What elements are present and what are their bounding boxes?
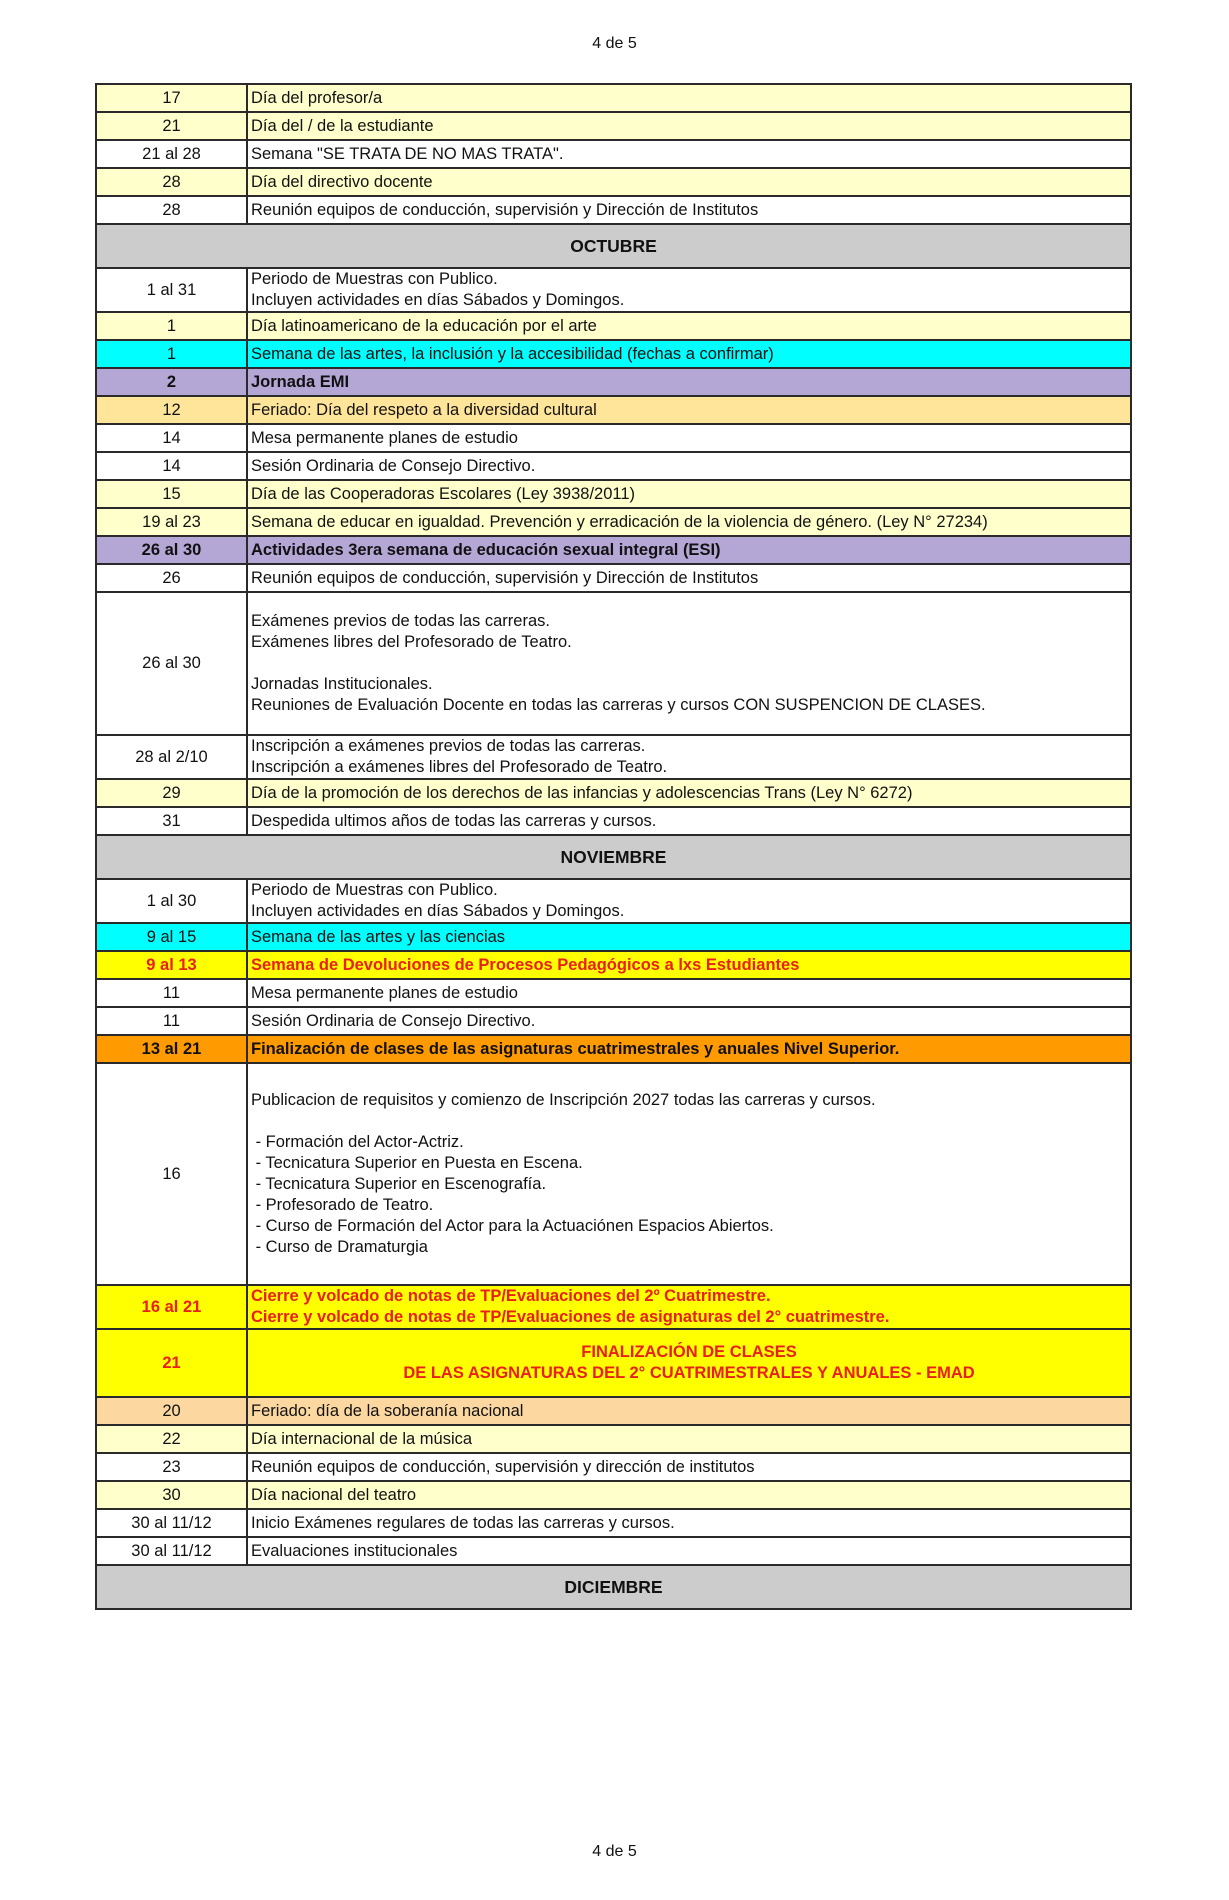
calendar-row — [96, 807, 1131, 835]
event-date: 28 al 2/10 — [96, 735, 247, 779]
event-description — [247, 879, 1131, 923]
calendar-row — [96, 1397, 1131, 1425]
event-description — [247, 1007, 1131, 1035]
event-date: 16 — [96, 1063, 247, 1285]
calendar-row — [96, 1537, 1131, 1565]
calendar-row — [96, 168, 1131, 196]
description-line: FINALIZACIÓN DE CLASES — [581, 1343, 797, 1361]
description-line: Exámenes libres del Profesorado de Teatro. — [251, 633, 572, 651]
event-date: 28 — [96, 168, 247, 196]
event-date: 29 — [96, 779, 247, 807]
calendar-row — [96, 1453, 1131, 1481]
event-date: 19 al 23 — [96, 508, 247, 536]
calendar-row — [96, 1329, 1131, 1397]
event-date: 28 — [96, 196, 247, 224]
event-description — [247, 508, 1131, 536]
description-line: - Profesorado de Teatro. — [251, 1196, 434, 1214]
event-description — [247, 564, 1131, 592]
month-header-row — [96, 835, 1131, 879]
event-date: 9 al 15 — [96, 923, 247, 951]
description-line: - Curso de Formación del Actor para la Actuaciónen Espacios Abiertos. — [251, 1217, 774, 1235]
description-line: Día del directivo docente — [251, 172, 433, 191]
description-line: Día de las Cooperadoras Escolares (Ley 3938/2011) — [251, 484, 636, 503]
event-description — [247, 312, 1131, 340]
event-description — [247, 1425, 1131, 1453]
description-line: Jornadas Institucionales. — [251, 675, 433, 693]
calendar-row — [96, 340, 1131, 368]
description-line: DE LAS ASIGNATURAS DEL 2° CUATRIMESTRALES Y ANUALES - EMAD — [403, 1364, 975, 1382]
description-line: Jornada EMI — [251, 372, 350, 391]
event-description — [247, 424, 1131, 452]
description-line: Actividades 3era semana de educación sexual integral (ESI) — [251, 540, 721, 559]
event-date: 21 — [96, 1329, 247, 1397]
page-indicator-top: 4 de 5 — [592, 35, 637, 52]
event-description — [247, 1329, 1131, 1397]
event-date: 12 — [96, 396, 247, 424]
description-line: - Curso de Dramaturgia — [251, 1238, 428, 1256]
event-date: 14 — [96, 452, 247, 480]
event-description — [247, 112, 1131, 140]
event-date: 21 al 28 — [96, 140, 247, 168]
event-description — [247, 1537, 1131, 1565]
event-date: 17 — [96, 84, 247, 112]
event-date: 1 al 31 — [96, 268, 247, 312]
description-line: Periodo de Muestras con Publico. — [251, 270, 498, 288]
event-description — [247, 340, 1131, 368]
line-gap — [251, 1111, 1127, 1132]
event-description — [247, 807, 1131, 835]
calendar-row — [96, 480, 1131, 508]
description-line: Reuniones de Evaluación Docente en todas las carreras y cursos CON SUSPENCION DE CLASES. — [251, 696, 986, 714]
calendar-row — [96, 452, 1131, 480]
description-line: Despedida ultimos años de todas las carreras y cursos. — [251, 811, 657, 830]
event-description — [247, 84, 1131, 112]
calendar-row — [96, 951, 1131, 979]
event-description — [247, 168, 1131, 196]
calendar-table — [95, 83, 1132, 1610]
event-date: 30 al 11/12 — [96, 1509, 247, 1537]
event-date: 2 — [96, 368, 247, 396]
description-line: Inscripción a exámenes libres del Profesorado de Teatro. — [251, 758, 668, 776]
month-header: NOVIEMBRE — [96, 835, 1131, 879]
event-date: 30 — [96, 1481, 247, 1509]
description-line: Semana "SE TRATA DE NO MAS TRATA". — [251, 144, 564, 163]
calendar-row — [96, 368, 1131, 396]
event-description — [247, 1063, 1131, 1285]
event-description — [247, 196, 1131, 224]
description-line: Semana de educar en igualdad. Prevención y erradicación de la violencia de género. (Ley N° 27234) — [251, 512, 988, 531]
calendar-row — [96, 923, 1131, 951]
event-date: 26 — [96, 564, 247, 592]
event-description — [247, 779, 1131, 807]
month-header: DICIEMBRE — [96, 1565, 1131, 1609]
description-line: Exámenes previos de todas las carreras. — [251, 612, 550, 630]
calendar-row — [96, 1509, 1131, 1537]
event-description — [247, 592, 1131, 735]
event-date: 9 al 13 — [96, 951, 247, 979]
description-line: - Tecnicatura Superior en Puesta en Escena. — [251, 1154, 583, 1172]
event-date: 1 — [96, 312, 247, 340]
month-header: OCTUBRE — [96, 224, 1131, 268]
event-date: 16 al 21 — [96, 1285, 247, 1329]
event-date: 14 — [96, 424, 247, 452]
event-description — [247, 368, 1131, 396]
description-line: Semana de las artes y las ciencias — [251, 927, 506, 946]
description-line: Reunión equipos de conducción, supervisión y dirección de institutos — [251, 1457, 755, 1476]
calendar-row — [96, 268, 1131, 312]
description-line: Reunión equipos de conducción, supervisión y Dirección de Institutos — [251, 200, 759, 219]
calendar-row — [96, 312, 1131, 340]
description-line: Reunión equipos de conducción, supervisión y Dirección de Institutos — [251, 568, 759, 587]
description-line: Día nacional del teatro — [251, 1485, 417, 1504]
calendar-row — [96, 592, 1131, 735]
event-date: 11 — [96, 979, 247, 1007]
description-line: Cierre y volcado de notas de TP/Evaluaciones de asignaturas del 2° cuatrimestre. — [251, 1308, 890, 1326]
calendar-row — [96, 536, 1131, 564]
calendar-row — [96, 1035, 1131, 1063]
description-line: Finalización de clases de las asignaturas cuatrimestrales y anuales Nivel Superior. — [251, 1039, 900, 1058]
calendar-row — [96, 1285, 1131, 1329]
description-line: Feriado: día de la soberanía nacional — [251, 1401, 524, 1420]
event-description — [247, 1481, 1131, 1509]
calendar-row — [96, 196, 1131, 224]
event-date: 23 — [96, 1453, 247, 1481]
description-line: Incluyen actividades en días Sábados y Domingos. — [251, 291, 625, 309]
calendar-row — [96, 1063, 1131, 1285]
calendar-row — [96, 1007, 1131, 1035]
event-description — [247, 480, 1131, 508]
calendar-row — [96, 1481, 1131, 1509]
description-line: Día internacional de la música — [251, 1429, 473, 1448]
event-date: 26 al 30 — [96, 592, 247, 735]
event-description — [247, 1035, 1131, 1063]
event-description — [247, 1285, 1131, 1329]
event-date: 20 — [96, 1397, 247, 1425]
description-line: Día latinoamericano de la educación por el arte — [251, 316, 597, 335]
event-description — [247, 1509, 1131, 1537]
line-gap — [251, 653, 1127, 674]
description-line: Semana de las artes, la inclusión y la accesibilidad (fechas a confirmar) — [251, 344, 774, 363]
calendar-body — [96, 84, 1131, 1609]
description-line: Día de la promoción de los derechos de las infancias y adolescencias Trans (Ley N° 6272) — [251, 783, 913, 802]
event-description — [247, 1397, 1131, 1425]
event-description — [247, 268, 1131, 312]
calendar-row — [96, 979, 1131, 1007]
description-line: Inscripción a exámenes previos de todas las carreras. — [251, 737, 646, 755]
event-date: 30 al 11/12 — [96, 1537, 247, 1565]
month-header-row — [96, 224, 1131, 268]
event-date: 1 — [96, 340, 247, 368]
description-line: Publicacion de requisitos y comienzo de Inscripción 2027 todas las carreras y cursos. — [251, 1091, 876, 1109]
calendar-row — [96, 396, 1131, 424]
event-date: 11 — [96, 1007, 247, 1035]
calendar-row — [96, 779, 1131, 807]
description-line: Día del profesor/a — [251, 88, 383, 107]
event-date: 31 — [96, 807, 247, 835]
description-line: Sesión Ordinaria de Consejo Directivo. — [251, 456, 536, 475]
event-date: 13 al 21 — [96, 1035, 247, 1063]
calendar-row — [96, 735, 1131, 779]
event-description — [247, 536, 1131, 564]
event-description — [247, 979, 1131, 1007]
description-line: Incluyen actividades en días Sábados y Domingos. — [251, 902, 625, 920]
event-description — [247, 735, 1131, 779]
calendar-row — [96, 1425, 1131, 1453]
event-description — [247, 923, 1131, 951]
event-description — [247, 1453, 1131, 1481]
event-description — [247, 140, 1131, 168]
description-line: Día del / de la estudiante — [251, 116, 434, 135]
event-date: 22 — [96, 1425, 247, 1453]
calendar-row — [96, 84, 1131, 112]
event-date: 1 al 30 — [96, 879, 247, 923]
description-line: Evaluaciones institucionales — [251, 1541, 458, 1560]
description-line: Periodo de Muestras con Publico. — [251, 881, 498, 899]
event-description — [247, 951, 1131, 979]
calendar-row — [96, 112, 1131, 140]
event-description — [247, 452, 1131, 480]
calendar-row — [96, 140, 1131, 168]
page-indicator-bottom: 4 de 5 — [592, 1843, 637, 1860]
description-line: - Tecnicatura Superior en Escenografía. — [251, 1175, 547, 1193]
month-header-row — [96, 1565, 1131, 1609]
calendar-row — [96, 424, 1131, 452]
description-line: - Formación del Actor-Actriz. — [251, 1133, 464, 1151]
description-line: Mesa permanente planes de estudio — [251, 983, 518, 1002]
event-description — [247, 396, 1131, 424]
description-line: Feriado: Día del respeto a la diversidad cultural — [251, 400, 597, 419]
description-line: Cierre y volcado de notas de TP/Evaluaciones del 2º Cuatrimestre. — [251, 1287, 771, 1305]
event-date: 15 — [96, 480, 247, 508]
description-line: Semana de Devoluciones de Procesos Pedagógicos a lxs Estudiantes — [251, 955, 800, 974]
event-date: 21 — [96, 112, 247, 140]
event-date: 26 al 30 — [96, 536, 247, 564]
description-line: Inicio Exámenes regulares de todas las carreras y cursos. — [251, 1513, 675, 1532]
description-line: Mesa permanente planes de estudio — [251, 428, 518, 447]
calendar-row — [96, 508, 1131, 536]
description-line: Sesión Ordinaria de Consejo Directivo. — [251, 1011, 536, 1030]
calendar-row — [96, 564, 1131, 592]
calendar-row — [96, 879, 1131, 923]
